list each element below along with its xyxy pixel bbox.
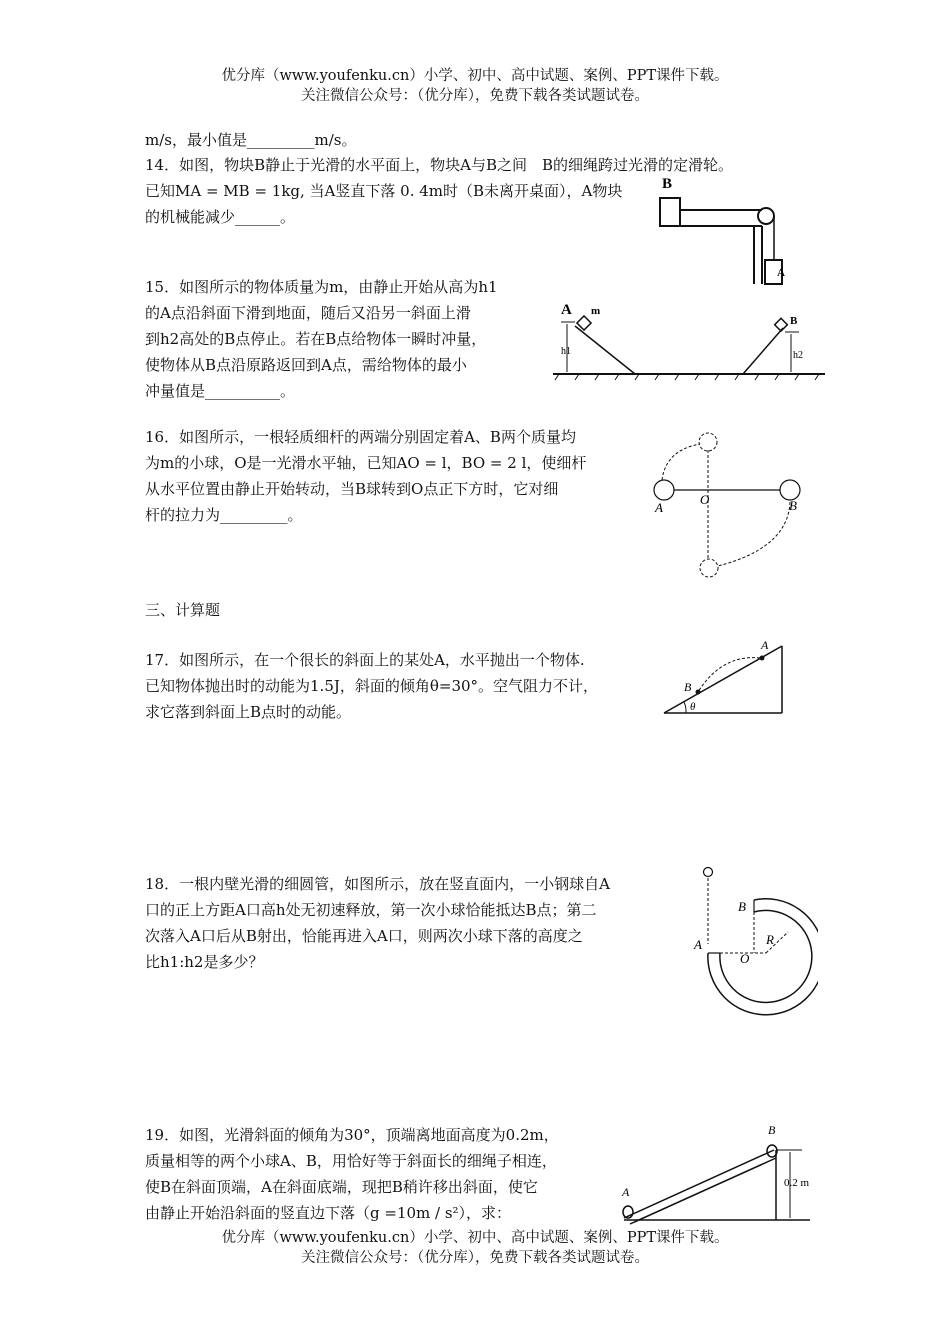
q17-line-2: 已知物体抛出时的动能为1.5J，斜面的倾角θ=30°。空气阻力不计， (145, 677, 599, 695)
q19-label-b: B (768, 1123, 776, 1137)
q16-line-3: 从水平位置由静止开始转动，当B球转到O点正下方时，它对细 (145, 480, 559, 498)
question-16 (145, 424, 645, 528)
q17-line-3: 求它落到斜面上B点时的动能。 (145, 703, 352, 721)
question-15 (145, 274, 545, 404)
q18-line-3: 次落入A口后从B射出，恰能再进入A口，则两次小球下落的高度之 (145, 927, 583, 945)
q18-label-b: B (738, 899, 746, 914)
page-footer (0, 1228, 950, 1268)
header-line-2: 关注微信公众号：（优分库），免费下载各类试题试卷。 (301, 88, 649, 104)
question-17 (145, 647, 645, 725)
q19-label-height: 0.2 m (784, 1177, 810, 1189)
q17-line-1: 17．如图所示，在一个很长的斜面上的某处A，水平抛出一个物体. (145, 651, 585, 669)
q17-figure (660, 634, 790, 718)
q14-label-b: B (662, 176, 673, 192)
question-18 (145, 871, 685, 975)
q18-label-o: O (740, 951, 750, 966)
q13-tail: m/s，最小值是_________m/s。 (145, 131, 357, 149)
q15-line-2: 的A点沿斜面下滑到地面，随后又沿另一斜面上滑 (145, 304, 471, 322)
q17-label-a: A (761, 638, 769, 652)
q18-label-r: R (766, 932, 774, 947)
q14-figure (650, 172, 800, 287)
q15-label-m: m (591, 305, 601, 317)
q18-line-4: 比h1:h2是多少？ (145, 953, 264, 971)
q15-line-5: 冲量值是__________。 (145, 382, 296, 400)
q15-label-h2: h2 (793, 350, 803, 361)
q18-label-a: A (694, 937, 702, 952)
q19-line-2: 质量相等的两个小球A、B，用恰好等于斜面长的细绳子相连， (145, 1152, 557, 1170)
q14-line-1: 14．如图，物块B静止于光滑的水平面上，物块A与B之间 B的细绳跨过光滑的定滑轮。 (145, 156, 733, 174)
q19-line-4: 由静止开始沿斜面的竖直边下落（g =10m / s²），求： (145, 1204, 512, 1222)
q15-figure (553, 296, 833, 386)
q19-label-a: A (622, 1185, 630, 1199)
q15-label-b: B (790, 315, 798, 327)
q19-figure (618, 1120, 818, 1228)
header-line-1: 优分库（www.youfenku.cn）小学、初中、高中试题、案例、PPT课件下载。 (221, 68, 729, 84)
q19-line-1: 19．如图，光滑斜面的倾角为30°，顶端离地面高度为0.2m， (145, 1126, 559, 1144)
q15-line-4: 使物体从B点沿原路返回到A点，需给物体的最小 (145, 356, 467, 374)
q16-label-b: B (789, 498, 797, 513)
q14-line-2: 已知MA = MB = 1kg, 当A竖直下落 0. 4m时（B未离开桌面），A物块 (145, 182, 623, 200)
q16-line-1: 16．如图所示，一根轻质细杆的两端分别固定着A、B两个质量均 (145, 428, 576, 446)
q14-label-a: A (777, 267, 785, 279)
q16-figure (648, 428, 813, 583)
q18-line-2: 口的正上方距A口高h处无初速释放，第一次小球恰能抵达B点；第二 (145, 901, 597, 919)
q16-label-o: O (700, 492, 710, 507)
q17-label-b: B (684, 680, 692, 694)
footer-line-1: 优分库（www.youfenku.cn）小学、初中、高中试题、案例、PPT课件下载。 (221, 1230, 729, 1246)
q14-line-3: 的机械能减少______。 (145, 208, 296, 226)
q16-line-4: 杆的拉力为_________。 (145, 506, 303, 524)
q15-label-a: A (561, 302, 572, 318)
q18-figure (688, 860, 818, 1035)
q17-label-theta: θ (690, 701, 696, 713)
q16-label-a: A (655, 500, 663, 515)
page-header (0, 66, 950, 106)
q15-line-1: 15．如图所示的物体质量为m，由静止开始从高为h1 (145, 278, 498, 296)
q19-line-3: 使B在斜面顶端，A在斜面底端，现把B稍许移出斜面，使它 (145, 1178, 538, 1196)
q15-label-h1: h1 (561, 346, 571, 357)
q18-line-1: 18．一根内壁光滑的细圆管，如图所示，放在竖直面内，一小钢球自A (145, 875, 610, 893)
q16-line-2: 为m的小球，O是一光滑水平轴，已知AO = l，BO = 2 l，使细杆 (145, 454, 587, 472)
footer-line-2: 关注微信公众号：（优分库），免费下载各类试题试卷。 (301, 1250, 649, 1266)
question-19 (145, 1122, 615, 1226)
section-3-heading: 三、计算题 (145, 601, 221, 619)
q15-line-3: 到h2高处的B点停止。若在B点给物体一瞬时冲量， (145, 330, 487, 348)
